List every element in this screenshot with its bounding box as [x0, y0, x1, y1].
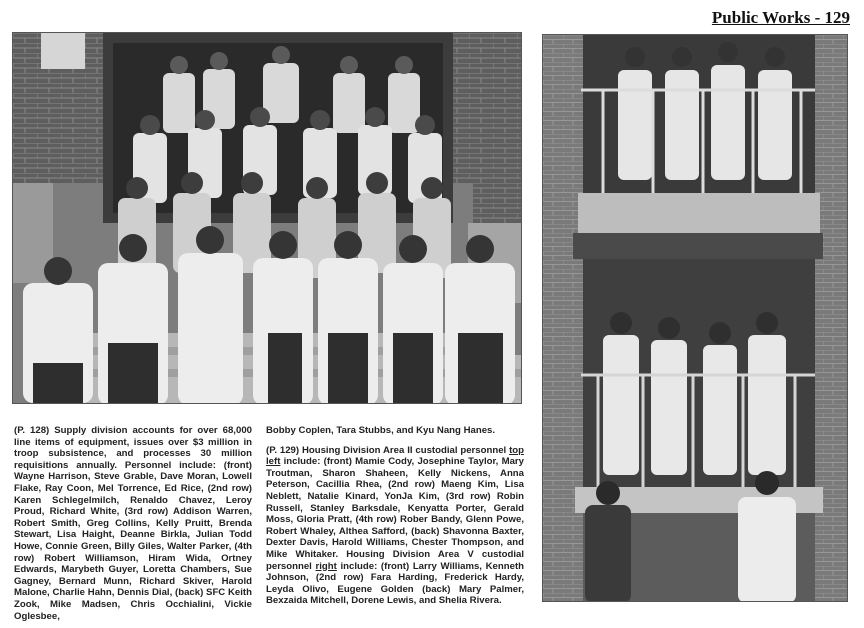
- caption-p129-names-area5: include: (front) Larry Williams, Kenneth Johnson, (2nd row) Fara Harding, Frederick Hardy, Leyda Olivo, Eugene Golden (back) Mary Palmer, Bexzaida Mitchell, Dorene Lewis, and Shelia Rivera.: [266, 560, 525, 607]
- caption-p129-top-left: top left: [266, 444, 524, 468]
- caption-p129: [266, 425, 524, 615]
- caption-p128: [14, 425, 252, 628]
- caption-p129-right: right: [315, 560, 337, 572]
- caption-p129-names-area2: include: (front) Mamie Cody, Josephine Taylor, Mary Troutman, Sharon Shaheen, Kelly Nickens, Anna Peterson, Cacillia Rhea, (2nd row) Maeng Kim, Lisa Neblett, Natalie Kinard, YonJa Kim, (3rd row) Robin Russell, Stanley Barksdale, Kenyatta Porter, Gerald Moss, Gloria Pratt, (4th row) Rober Bandy, Glenn Powe, Robert Whaley, Althea Safford, (back) Shavonna Baxter, Dexter Davis, Harold Williams, Chester Thompson, and Mike Whitaker. Housing Division Area V custodial personnel: [266, 456, 524, 572]
- page-title: Public Works - 129: [711, 8, 850, 27]
- group-photo-housing-balconies: [542, 34, 848, 602]
- caption-p129-text: [266, 445, 524, 607]
- caption-p128-text: (P. 128) Supply division accounts for over 68,000 line items of equipment, issues over $3 million in troop subsistence, and processes 30 million requisitions annually. Personnel include: (front) Wayne Harrison, Steve Grable, Dave Moran, Lowell Flake, Ray Coon, Mel Torrence, Ed Rice, (2nd row) Karen Schlegelmilch, Renaldo Chavez, Leroy Proud, Richard White, (3rd row) Addison Warren, Robert Smith, Greg Collins, Kelly Pruitt, Brenda Stewart, Lisa Haight, Deanne Birkla, Julian Todd Howe, Connie Green, Billy Giles, Walter Parker, (4th row) Robert Williamson, Hiram Wida, Ortney Edwards, Marybeth Guyer, Loretta Chambers, Sue Gagney, Bernard Munn, Richard Skiver, Harold Malone, Charlie Hahn, Dennis Dial, (back) SFC Keith Zook, Mike Madsen, Chris Occhialini, Vickie Oglesbee,: [14, 425, 252, 622]
- group-photo-illustration: [13, 33, 522, 404]
- caption-p129-intro: (P. 129) Housing Division Area II custodial personnel: [266, 444, 510, 456]
- balcony-photo-illustration: [543, 35, 848, 602]
- caption-p128-continued: Bobby Coplen, Tara Stubbs, and Kyu Nang Hanes.: [266, 425, 496, 436]
- group-photo-supply-division: [12, 32, 522, 404]
